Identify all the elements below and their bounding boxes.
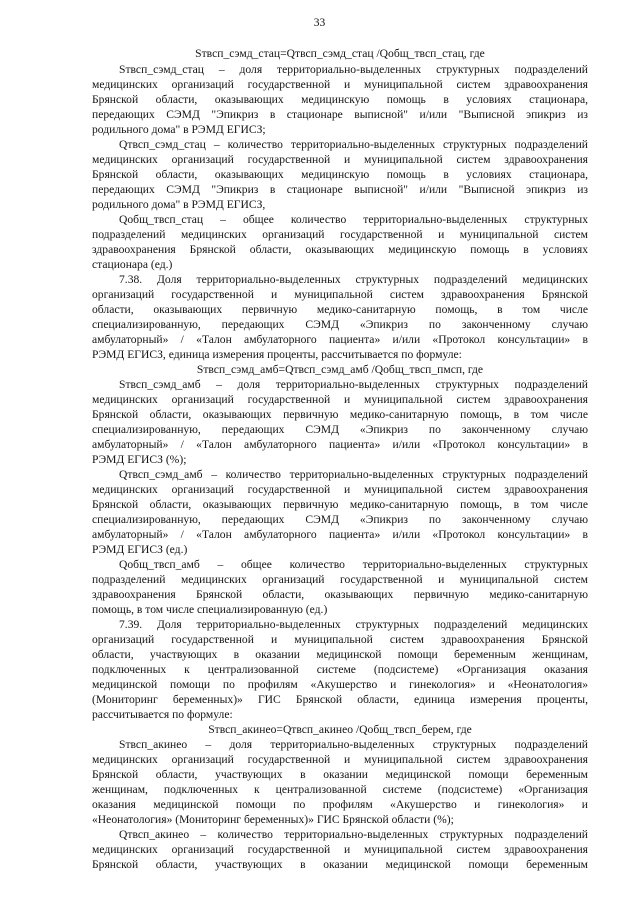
text-line: здравоохранения Брянской области, оказывающих медицинскую помощь в условиях (92, 243, 588, 256)
text-line: медицинских организаций государственной и муниципальной систем здравоохранения (92, 78, 588, 91)
text-line: Брянской области, оказывающих медицинскую помощь в условиях стационара, (92, 168, 588, 181)
text-line: области, оказывающих первичную медико-санитарную помощь, в том числе (92, 303, 588, 316)
text-line: амбулаторный» / «Талон амбулаторного пациента» и/или «Протокол консультации» в (92, 528, 588, 541)
text-line: передающих СЭМД "Эпикриз в стационаре выписной" и/или "Выписной эпикриз из (92, 108, 588, 121)
text-line: Брянской области, оказывающих первичную медико-санитарную помощь, в том числе (92, 498, 588, 511)
text-line: области, участвующих в оказании медицинской помощи беременным женщинам, (92, 648, 588, 661)
text-line: передающих СЭМД "Эпикриз в стационаре выписной" и/или "Выписной эпикриз из (92, 183, 588, 196)
text-line: подразделений медицинских организаций государственной и муниципальной систем (92, 228, 588, 241)
text-line: Qобщ_твсп_амб – общее количество территориально-выделенных структурных (119, 558, 588, 571)
text-line: 7.39. Доля территориально-выделенных структурных подразделений медицинских (119, 618, 588, 631)
text-line: Sтвсп_акинео – доля территориально-выделенных структурных подразделений (119, 738, 588, 751)
text-line: Qтвсп_сэмд_амб – количество территориально-выделенных структурных подразделений (119, 468, 588, 481)
text-line: РЭМД ЕГИСЗ, единица измерения проценты, рассчитывается по формуле: (92, 348, 462, 361)
text-line: Брянской области, оказывающих медицинскую помощь в условиях стационара, (92, 93, 588, 106)
text-line: Брянской области, оказывающих первичную медико-санитарную помощь, в том числе (92, 408, 588, 421)
text-line: Qтвсп_сэмд_стац – количество территориально-выделенных структурных подразделений (119, 138, 588, 151)
text-line: медицинских организаций государственной и муниципальной систем здравоохранения (92, 843, 588, 856)
text-line: медицинских организаций государственной и муниципальной систем здравоохранения (92, 483, 588, 496)
text-line: Брянской области, участвующих в оказании медицинской помощи беременным (92, 858, 588, 871)
text-line: родильного дома" в РЭМД ЕГИСЗ, (92, 198, 266, 211)
text-line: специализированную, передающих СЭМД «Эпикриз по законченному случаю (92, 318, 588, 331)
text-line: 7.38. Доля территориально-выделенных структурных подразделений медицинских (119, 273, 588, 286)
text-line: (Мониторинг беременных)» ГИС Брянской области, единица измерения проценты, (92, 693, 588, 706)
formula-line: Sтвсп_акинео=Qтвсп_акинео /Qобщ_твсп_берем, где (208, 723, 472, 736)
text-line: Брянской области, участвующих в оказании медицинской помощи беременным (92, 768, 588, 781)
page-number: 33 (313, 17, 326, 29)
text-line: помощь, в том числе специализированную (ед.) (92, 603, 328, 616)
text-line: медицинских организаций государственной и муниципальной систем здравоохранения (92, 393, 588, 406)
text-line: женщинам, подключенных к централизованной системе (подсистеме) «Организация (92, 783, 588, 796)
text-line: родильного дома" в РЭМД ЕГИСЗ; (92, 123, 266, 136)
text-line: оказания медицинской помощи по профилям «Акушерство и гинекология» и (92, 798, 588, 811)
text-line: амбулаторный» / «Талон амбулаторного пациента» и/или «Протокол консультации» в (92, 333, 588, 346)
text-line: стационара (ед.) (92, 258, 173, 271)
text-line: рассчитывается по формуле: (92, 708, 233, 721)
text-line: медицинской помощи по профилям «Акушерство и гинекология» и «Неонатология» (92, 678, 588, 691)
text-line: здравоохранения Брянской области, оказывающих первичную медико-санитарную (92, 588, 588, 601)
text-line: организаций государственной и муниципальной систем здравоохранения Брянской (92, 288, 588, 301)
text-line: медицинских организаций государственной и муниципальной систем здравоохранения (92, 753, 588, 766)
text-line: специализированную, передающих СЭМД «Эпикриз по законченному случаю (92, 423, 588, 436)
text-line: амбулаторный» / «Талон амбулаторного пациента» и/или «Протокол консультации» в (92, 438, 588, 451)
text-line: Qтвсп_акинео – количество территориально-выделенных структурных подразделений (119, 828, 588, 841)
text-line: РЭМД ЕГИСЗ (ед.) (92, 543, 188, 556)
text-line: подключенных к централизованной системе (подсистеме) «Организация оказания (92, 663, 588, 676)
formula-line: Sтвсп_сэмд_амб=Qтвсп_сэмд_амб /Qобщ_твсп_пмсп, где (196, 363, 484, 376)
text-line: специализированную, передающих СЭМД «Эпикриз по законченному случаю (92, 513, 588, 526)
text-line: медицинских организаций государственной и муниципальной систем здравоохранения (92, 153, 588, 166)
text-line: «Неонатология» (Мониторинг беременных)» ГИС Брянской области (%); (92, 813, 454, 826)
text-line: Sтвсп_сэмд_амб – доля территориально-выделенных структурных подразделений (119, 378, 588, 391)
text-line: организаций государственной и муниципальной систем здравоохранения Брянской (92, 633, 588, 646)
formula-line: Sтвсп_сэмд_стац=Qтвсп_сэмд_стац /Qобщ_твсп_стац, где (195, 47, 485, 60)
text-line: РЭМД ЕГИСЗ (%); (92, 453, 187, 466)
text-line: Sтвсп_сэмд_стац – доля территориально-выделенных структурных подразделений (119, 63, 588, 76)
text-line: Qобщ_твсп_стац – общее количество территориально-выделенных структурных (119, 213, 588, 226)
text-line: подразделений медицинских организаций государственной и муниципальной систем (92, 573, 588, 586)
